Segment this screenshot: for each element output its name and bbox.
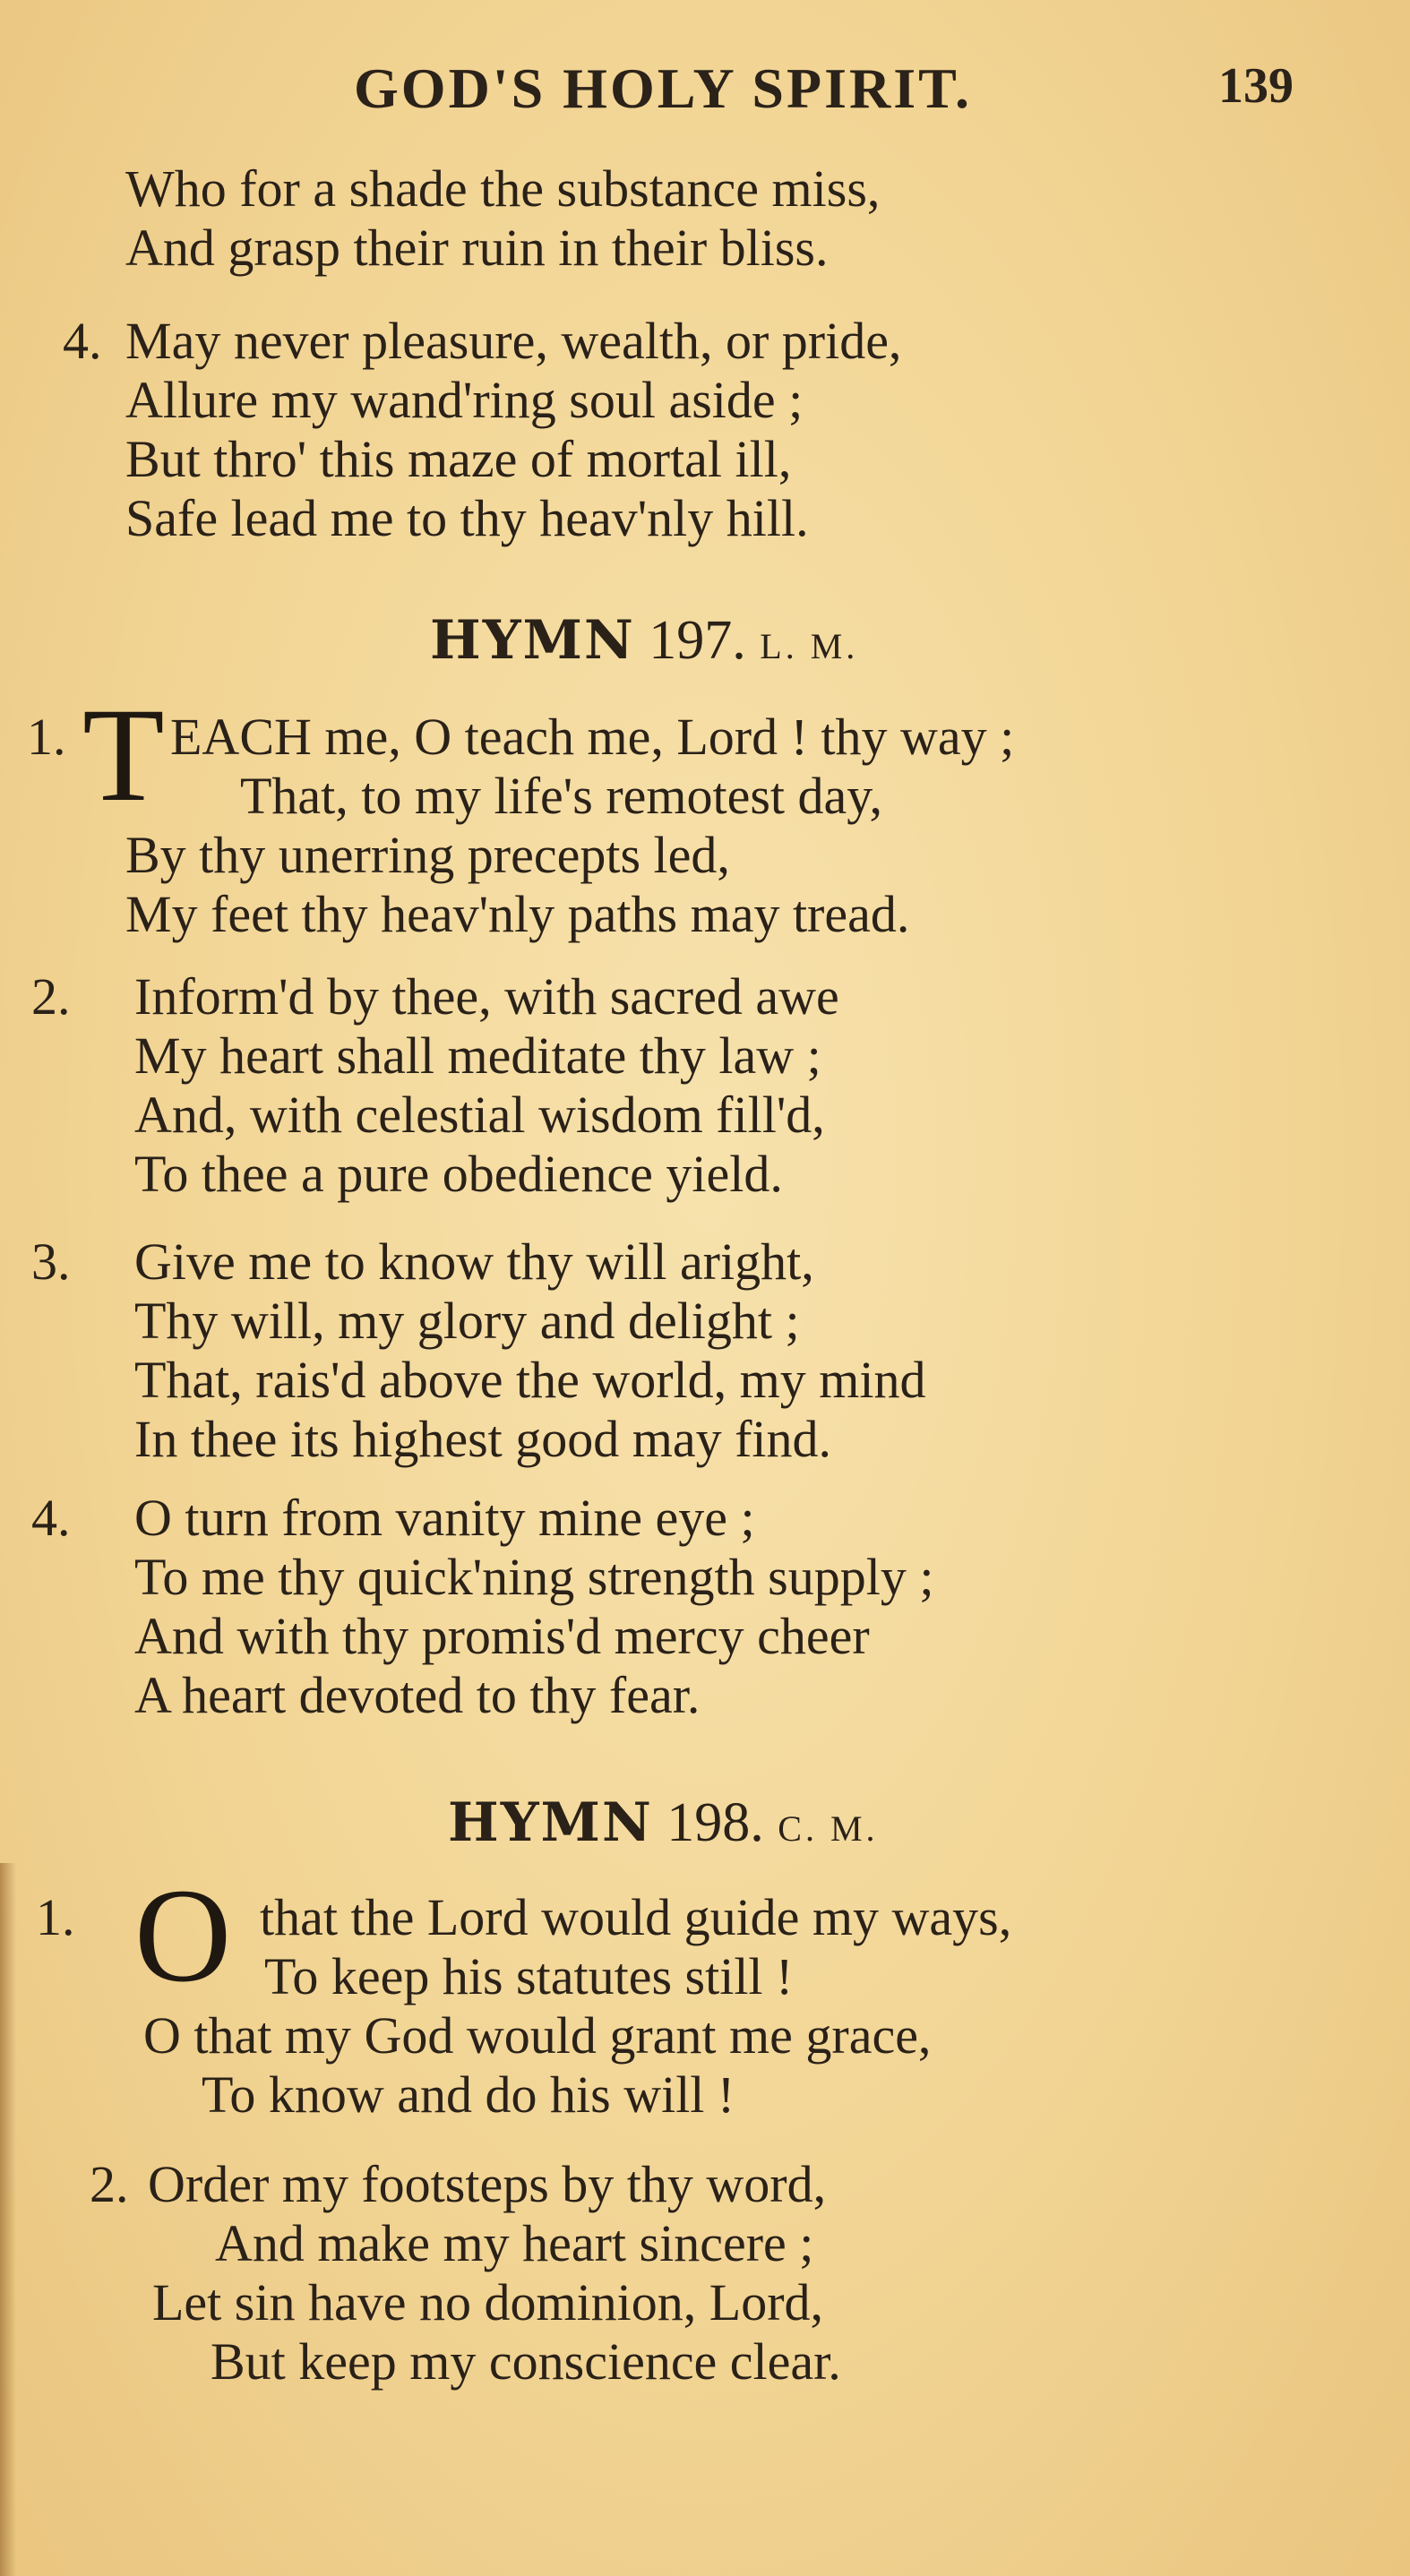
verse-line: To know and do his will ! <box>202 2065 735 2124</box>
verse-line: Order my footsteps by thy word, <box>148 2155 827 2213</box>
drop-cap: T <box>82 681 165 829</box>
verse-line: Allure my wand'ring soul aside ; <box>125 371 804 429</box>
stanza-number: 4. <box>31 1489 71 1547</box>
drop-cap: O <box>134 1861 232 2010</box>
verse-line: Thy will, my glory and delight ; <box>134 1292 800 1350</box>
verse-line: That, rais'd above the world, my mind <box>134 1351 926 1409</box>
verse-line: A heart devoted to thy fear. <box>134 1666 701 1724</box>
verse-line: that the Lord would guide my ways, <box>260 1888 1012 1946</box>
hymn-word: HYMN <box>448 1791 653 1854</box>
verse-line: Safe lead me to thy heav'nly hill. <box>125 489 809 547</box>
hymn-meter: L. M. <box>760 626 859 666</box>
verse-line: And grasp their ruin in their bliss. <box>125 219 829 277</box>
verse-line: And with thy promis'd mercy cheer <box>134 1607 870 1665</box>
verse-line: Who for a shade the substance miss, <box>125 159 881 218</box>
hymn-meter: C. M. <box>778 1808 879 1849</box>
verse-line: In thee its highest good may find. <box>134 1410 832 1468</box>
stanza-number: 1. <box>27 708 66 766</box>
stanza-number: 2. <box>90 2155 129 2213</box>
stanza-number: 4. <box>63 312 102 370</box>
hymn-heading-198 <box>448 1791 879 1860</box>
verse-line: To me thy quick'ning strength supply ; <box>134 1548 934 1606</box>
verse-line: My feet thy heav'nly paths may tread. <box>125 885 910 943</box>
verse-line: EACH me, O teach me, Lord ! thy way ; <box>170 708 1015 766</box>
verse-line: O that my God would grant me grace, <box>143 2006 932 2065</box>
running-title: GOD'S HOLY SPIRIT. <box>354 56 973 120</box>
hymn-number: 197. <box>649 610 746 671</box>
verse-line: And make my heart sincere ; <box>215 2214 814 2272</box>
verse-line: But thro' this maze of mortal ill, <box>125 430 792 488</box>
hymn-heading-197 <box>430 609 858 678</box>
verse-line: May never pleasure, wealth, or pride, <box>125 312 902 370</box>
page-number: 139 <box>1218 58 1294 114</box>
hymn-word: HYMN <box>430 609 635 672</box>
stanza-number: 1. <box>36 1888 75 1946</box>
verse-line: By thy unerring precepts led, <box>125 826 730 884</box>
running-head <box>0 56 1410 136</box>
page-edge-shadow <box>0 1863 16 2576</box>
verse-line: My heart shall meditate thy law ; <box>134 1026 821 1085</box>
hymn-number: 198. <box>666 1792 764 1853</box>
verse-line: O turn from vanity mine eye ; <box>134 1489 755 1547</box>
verse-line: That, to my life's remotest day, <box>240 767 883 825</box>
stanza-number: 3. <box>31 1232 71 1291</box>
stanza-number: 2. <box>31 967 71 1026</box>
verse-line: But keep my conscience clear. <box>211 2332 841 2391</box>
verse-line: Give me to know thy will aright, <box>134 1232 814 1291</box>
verse-line: To thee a pure obedience yield. <box>134 1145 783 1203</box>
verse-line: Inform'd by thee, with sacred awe <box>134 967 839 1026</box>
verse-line: To keep his statutes still ! <box>264 1947 794 2005</box>
verse-line: Let sin have no dominion, Lord, <box>152 2273 824 2331</box>
verse-line: And, with celestial wisdom fill'd, <box>134 1086 825 1144</box>
